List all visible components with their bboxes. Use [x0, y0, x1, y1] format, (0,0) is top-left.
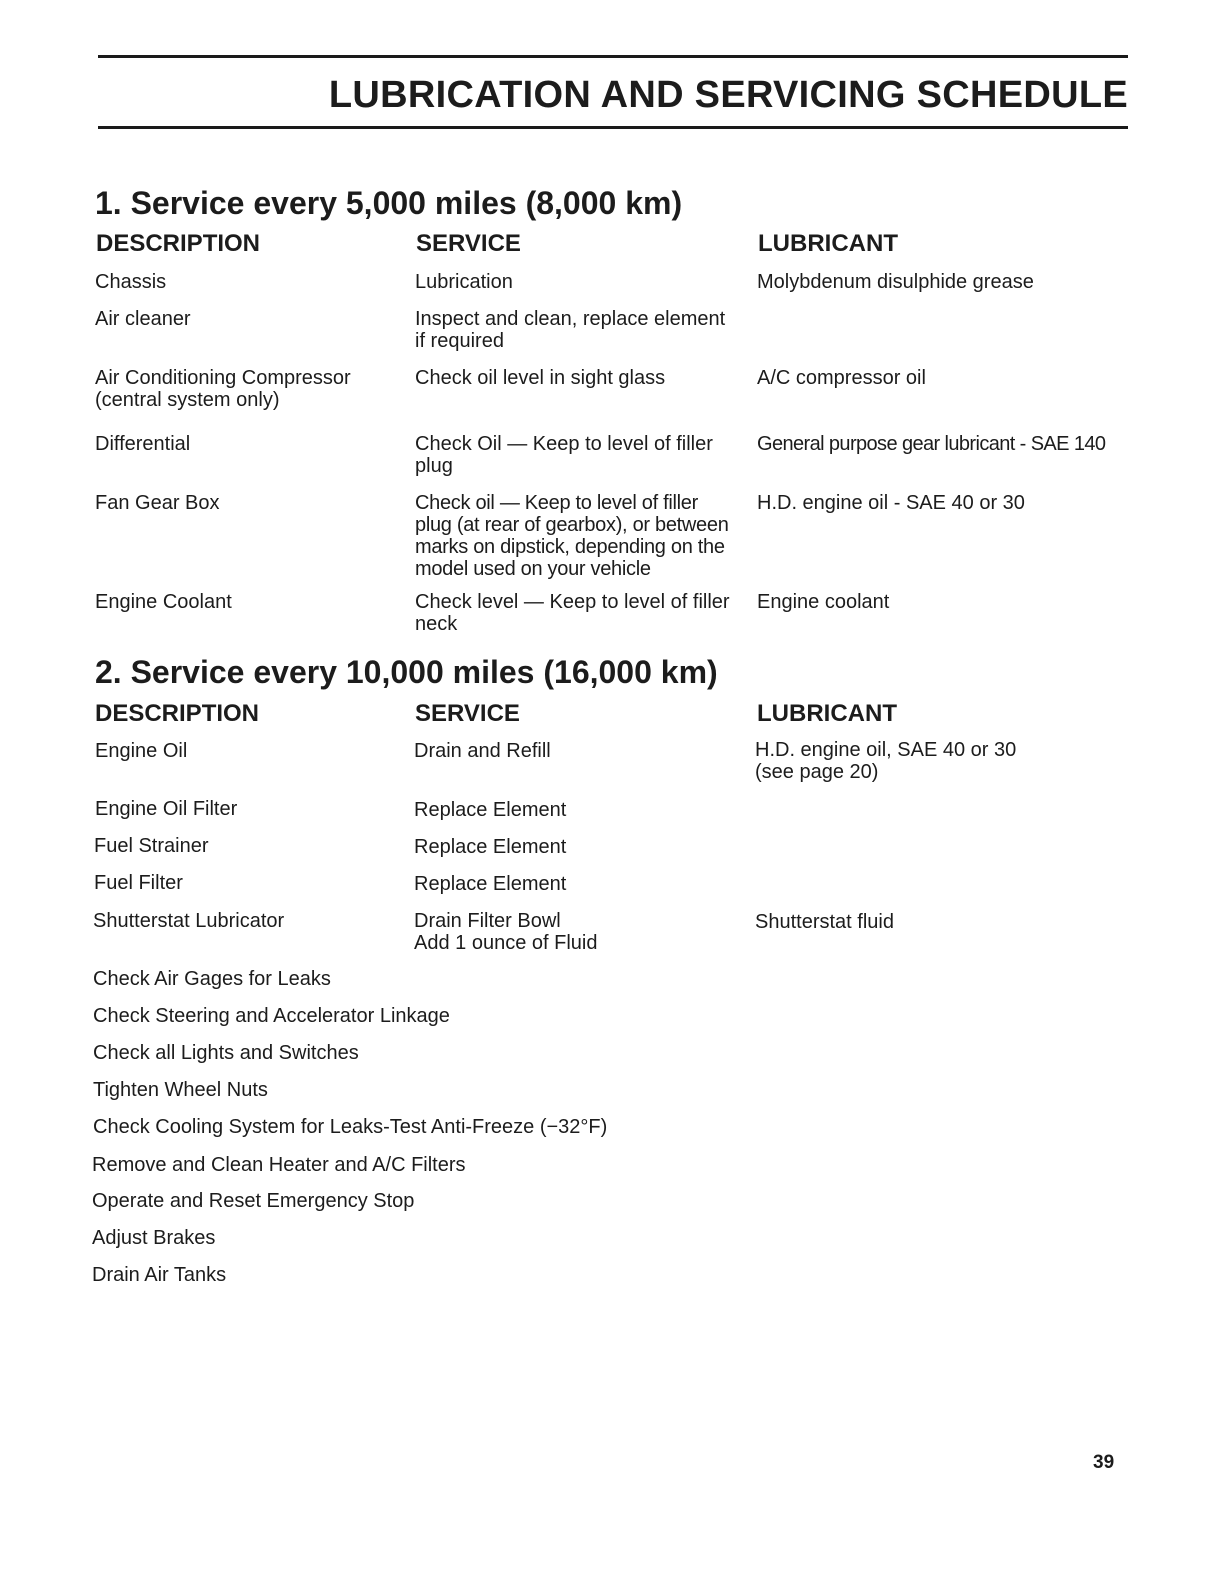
- check-item: Check Air Gages for Leaks: [93, 968, 331, 990]
- check-item: Check Steering and Accelerator Linkage: [93, 1005, 450, 1027]
- s2-row2-service: Replace Element: [414, 799, 567, 821]
- s2-row1-service: Drain and Refill: [414, 740, 551, 762]
- check-item: Adjust Brakes: [92, 1227, 216, 1249]
- s1-row5-service: Check oil — Keep to level of filler plug (at rear of gearbox), or between marks on dipstick, depending on the model used on your vehicle: [415, 492, 729, 580]
- section-2-col-service: SERVICE: [415, 700, 520, 727]
- s2-row3-description: Fuel Strainer: [94, 835, 209, 857]
- bottom-rule: [98, 126, 1128, 129]
- s2-row1-lubricant: H.D. engine oil, SAE 40 or 30 (see page 20): [755, 739, 1017, 783]
- check-item: Check all Lights and Switches: [93, 1042, 359, 1064]
- s1-row2-service: Inspect and clean, replace element if required: [415, 308, 726, 352]
- s1-row5-description: Fan Gear Box: [95, 492, 220, 514]
- section-2-heading: 2. Service every 10,000 miles (16,000 km): [95, 654, 718, 690]
- section-1-heading: 1. Service every 5,000 miles (8,000 km): [95, 185, 683, 221]
- page-number: 39: [1093, 1452, 1115, 1473]
- s1-row3-service: Check oil level in sight glass: [415, 367, 666, 389]
- s2-row5-service: Drain Filter Bowl Add 1 ounce of Fluid: [414, 910, 598, 954]
- s2-row4-service: Replace Element: [414, 873, 567, 895]
- s1-row1-service: Lubrication: [415, 271, 513, 293]
- s1-row1-lubricant: Molybdenum disulphide grease: [757, 271, 1034, 293]
- check-item: Check Cooling System for Leaks-Test Anti-Freeze (−32°F): [93, 1116, 608, 1138]
- s1-row5-lubricant: H.D. engine oil - SAE 40 or 30: [757, 492, 1025, 514]
- s2-row1-description: Engine Oil: [95, 740, 188, 762]
- s2-row5-lubricant: Shutterstat fluid: [755, 911, 894, 933]
- check-item: Tighten Wheel Nuts: [93, 1079, 268, 1101]
- s1-row4-service: Check Oil — Keep to level of filler plug: [415, 433, 713, 477]
- section-2-col-description: DESCRIPTION: [95, 700, 260, 727]
- s1-row6-lubricant: Engine coolant: [757, 591, 890, 613]
- s1-row4-lubricant: General purpose gear lubricant - SAE 140: [757, 433, 1106, 455]
- s2-row3-service: Replace Element: [414, 836, 567, 858]
- s1-row3-description: Air Conditioning Compressor (central system only): [95, 367, 351, 411]
- section-1-col-description: DESCRIPTION: [96, 230, 261, 257]
- check-item: Operate and Reset Emergency Stop: [92, 1190, 415, 1212]
- s2-row5-description: Shutterstat Lubricator: [93, 910, 285, 932]
- check-item: Drain Air Tanks: [92, 1264, 227, 1286]
- s1-row1-description: Chassis: [95, 271, 167, 293]
- s1-row4-description: Differential: [95, 433, 191, 455]
- section-2-col-lubricant: LUBRICANT: [757, 700, 897, 727]
- s1-row2-description: Air cleaner: [95, 308, 191, 330]
- s1-row3-lubricant: A/C compressor oil: [757, 367, 926, 389]
- section-1-col-lubricant: LUBRICANT: [758, 230, 898, 257]
- s2-row2-description: Engine Oil Filter: [95, 798, 238, 820]
- top-rule: [98, 55, 1128, 58]
- s1-row6-description: Engine Coolant: [95, 591, 232, 613]
- page-title: LUBRICATION AND SERVICING SCHEDULE: [328, 74, 1128, 116]
- s1-row6-service: Check level — Keep to level of filler neck: [415, 591, 730, 635]
- section-1-col-service: SERVICE: [416, 230, 521, 257]
- check-item: Remove and Clean Heater and A/C Filters: [92, 1154, 466, 1176]
- s2-row4-description: Fuel Filter: [94, 872, 183, 894]
